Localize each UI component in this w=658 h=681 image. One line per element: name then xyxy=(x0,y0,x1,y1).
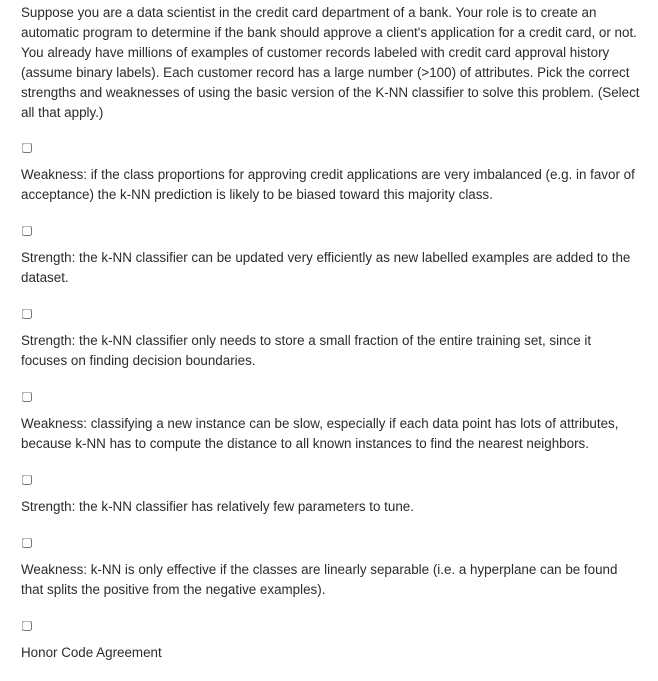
option-checkbox[interactable] xyxy=(22,226,32,236)
option-strength-small-fraction xyxy=(21,309,648,371)
option-checkbox[interactable] xyxy=(22,309,32,319)
option-honor-code xyxy=(21,621,648,663)
option-label: Strength: the k-NN classifier has relatively few parameters to tune. xyxy=(21,499,414,514)
option-label: Weakness: k-NN is only effective if the classes are linearly separable (i.e. a hyperplane can be found that splits the positive from the negative examples). xyxy=(21,562,618,597)
option-label: Weakness: classifying a new instance can be slow, especially if each data point has lots of attributes, because k-NN has to compute the distance to all known instances to find the nearest neighbors. xyxy=(21,416,619,451)
option-checkbox[interactable] xyxy=(22,538,32,548)
option-checkbox[interactable] xyxy=(22,143,32,153)
question-prompt: Suppose you are a data scientist in the credit card department of a bank. Your role is to create an automatic program to determine if the bank should approve a client's application for a credit card, or not. You already have millions of examples of customer records labeled with credit card approval history (assume binary labels). Each customer record has a large number (>100) of attributes. Pick the correct strengths and weaknesses of using the basic version of the K-NN classifier to solve this problem. (Select all that apply.) xyxy=(21,5,640,120)
option-label: Weakness: if the class proportions for approving credit applications are very imbalanced (e.g. in favor of acceptance) the k-NN prediction is likely to be biased toward this majority class. xyxy=(21,167,635,202)
option-strength-few-parameters xyxy=(21,475,648,517)
option-weakness-imbalanced xyxy=(21,143,648,205)
honor-code-label: Honor Code Agreement xyxy=(21,645,162,660)
option-strength-updated-efficiently xyxy=(21,226,648,288)
option-checkbox[interactable] xyxy=(22,475,32,485)
option-checkbox[interactable] xyxy=(22,392,32,402)
option-label: Strength: the k-NN classifier only needs to store a small fraction of the entire training set, since it focuses on finding decision boundaries. xyxy=(21,333,592,368)
honor-code-checkbox[interactable] xyxy=(22,621,32,631)
option-weakness-linearly-separable xyxy=(21,538,648,600)
option-weakness-slow-classification xyxy=(21,392,648,454)
option-label: Strength: the k-NN classifier can be updated very efficiently as new labelled examples are added to the dataset. xyxy=(21,250,631,285)
